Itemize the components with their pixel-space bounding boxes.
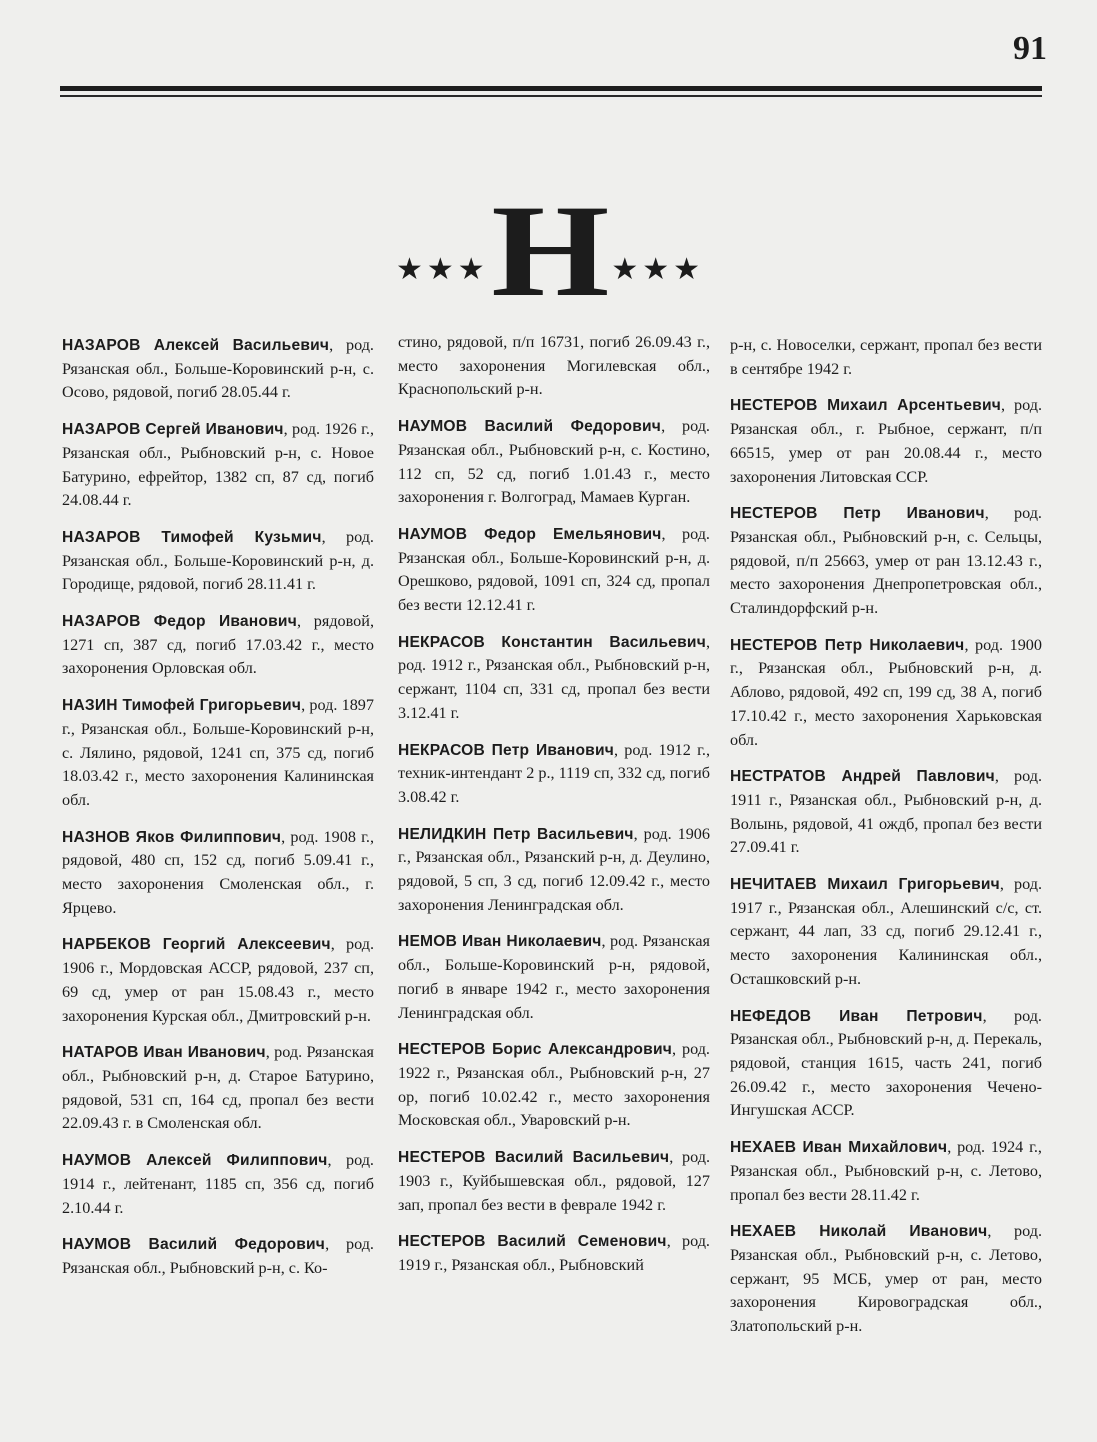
entry — [398, 1146, 710, 1217]
entry-name: НЕКРАСОВ Петр Иванович — [398, 741, 615, 759]
entry-text: р-н, с. Новоселки, сержант, пропал без вести в сентябре 1942 г. — [730, 336, 1042, 378]
entry-name: НАУМОВ Федор Емельянович — [398, 525, 662, 543]
entry-name: НЕСТРАТОВ Андрей Павлович — [730, 768, 995, 786]
entry-text: , род. Рязанская обл., Рыбновский р-н, д. Старое Батурино, рядовой, 531 сп, 164 сд, пропал без вести 22.09.43 г. в Смоленская обл. — [62, 1043, 374, 1133]
stars-left-ornament: ★★★ — [395, 252, 489, 286]
entry-text: , род. 1912 г., техник-интендант 2 р., 1119 сп, 332 сд, погиб 3.08.42 г. — [398, 740, 710, 806]
entry-name: НЕХАЕВ Николай Иванович — [730, 1223, 988, 1241]
entry-text: , рядовой, 1271 сп, 387 сд, погиб 17.03.42 г., место захоронения Орловская обл. — [62, 612, 374, 678]
entry — [398, 1038, 710, 1133]
entry-text: , род. Рязанская обл., Рыбновский р-н, д. Перекаль, рядовой, станция 1615, часть 241, погиб 26.09.42 г., место захоронения Чечено-Ингушская АССР. — [730, 1006, 1042, 1120]
entry-text: , род. Рязанская обл., Рыбновский р-н, с. Ко- — [62, 1235, 374, 1277]
entry-name: НАУМОВ Василий Федорович — [62, 1236, 326, 1254]
entry-name: НАТАРОВ Иван Иванович — [62, 1044, 266, 1062]
entry-name: НАЗИН Тимофей Григорьевич — [62, 697, 302, 715]
entry-text: , род. 1903 г., Куйбышевская обл., рядовой, 127 зап, пропал без вести в феврале 1942 г. — [398, 1148, 710, 1214]
entry — [62, 1149, 374, 1220]
text-column-1 — [62, 334, 374, 1294]
entry — [62, 418, 374, 513]
entry-text: , род. Рязанская обл., Больше-Коровинский р-н, д. Городище, рядовой, погиб 28.11.41 г. — [62, 527, 374, 594]
page-number: 91 — [1013, 30, 1047, 67]
entry-name: НЕСТЕРОВ Борис Александрович — [398, 1041, 672, 1059]
entry-text: , род. 1906 г., Мордовская АССР, рядовой, 237 сп, 69 сд, умер от ран 15.08.43 г., место захоронения Курская обл., Дмитровский р-н. — [62, 935, 374, 1025]
entry-name: НЕФЕДОВ Иван Петрович — [730, 1007, 983, 1025]
entry-name: НЕСТЕРОВ Петр Николаевич — [730, 636, 965, 654]
entry-text: , род. 1897 г., Рязанская обл., Больше-Коровинский р-н, с. Лялино, рядовой, 1241 сп, 375 сд, погиб 18.03.42 г., место захоронения Калининская обл. — [62, 696, 374, 809]
entry — [730, 1005, 1042, 1124]
entry — [398, 631, 710, 726]
entry-name: НЕСТЕРОВ Михаил Арсентьевич — [730, 397, 1001, 415]
entry-name: НАУМОВ Василий Федорович — [398, 418, 662, 436]
entry-text: , род. 1926 г., Рязанская обл., Рыбновский р-н, с. Новое Батурино, ефрейтор, 1382 сп, 87 сд, погиб 24.08.44 г. — [62, 420, 374, 510]
entry-text: , род. Рязанская обл., Больше-Коровинский р-н, с. Осово, рядовой, погиб 28.05.44 г. — [62, 336, 374, 402]
entry — [62, 694, 374, 813]
entry-text: , род. Рязанская обл., Рыбновский р-н, с. Костино, 112 сп, 52 сд, погиб 1.01.43 г., место захоронения г. Волгоград, Мамаев Курган. — [398, 417, 710, 507]
entry-name: НЕЧИТАЕВ Михаил Григорьевич — [730, 876, 1000, 894]
entry-name: НЕКРАСОВ Константин Васильевич — [398, 633, 706, 651]
entry-name: НЕЛИДКИН Петр Васильевич — [398, 825, 634, 843]
stars-right-ornament: ★★★ — [611, 252, 705, 286]
entry-text: , род. 1919 г., Рязанская обл., Рыбновский — [398, 1232, 710, 1274]
entry — [730, 1220, 1042, 1339]
entry-name: НАРБЕКОВ Георгий Алексеевич — [62, 936, 331, 954]
entry-text: , род. 1914 г., лейтенант, 1185 сп, 356 сд, погиб 2.10.44 г. — [62, 1151, 374, 1217]
entry — [62, 334, 374, 405]
text-column-3 — [730, 334, 1042, 1352]
entry-text: , род. 1908 г., рядовой, 480 сп, 152 сд, погиб 5.09.41 г., место захоронения Смоленская обл., г. Ярцево. — [62, 827, 374, 917]
entry-name: НАЗАРОВ Сергей Иванович — [62, 421, 284, 439]
section-letter: Н — [490, 177, 610, 324]
entry-text: , род. 1922 г., Рязанская обл., Рыбновский р-н, 27 ор, погиб 10.02.42 г., место захоронения Московская обл., Уваровский р-н. — [398, 1040, 710, 1130]
entry — [730, 765, 1042, 860]
entry-text: , род. Рязанская обл., г. Рыбное, сержант, п/п 66515, умер от ран 20.08.44 г., место захоронения Литовская ССР. — [730, 396, 1042, 486]
entry — [398, 1230, 710, 1277]
entry-text: , род. 1912 г., Рязанская обл., Рыбновский р-н, сержант, 1104 сп, 331 сд, пропал без вести 3.12.41 г. — [398, 632, 710, 722]
entry — [730, 502, 1042, 621]
entry-name: НАЗАРОВ Алексей Васильевич — [62, 337, 330, 354]
entry — [730, 634, 1042, 753]
entry-name: НЕХАЕВ Иван Михайлович — [730, 1139, 948, 1157]
entry-name: НЕСТЕРОВ Петр Иванович — [730, 505, 985, 523]
entry-text: , род. 1906 г., Рязанская обл., Рязанский р-н, д. Деулино, рядовой, 5 сп, 3 сд, погиб 12.09.42 г., место захоронения Ленинградская обл. — [398, 824, 710, 914]
entry — [398, 331, 710, 402]
entry-text: стино, рядовой, п/п 16731, погиб 26.09.43 г., место захоронения Могилевская обл., Краснопольский р-н. — [398, 333, 710, 399]
entry-name: НЕСТЕРОВ Василий Васильевич — [398, 1149, 670, 1167]
entry-text: , род. Рязанская обл., Больше-Коровинский р-н, д. Орешково, рядовой, 1091 сп, 324 сд, пропал без вести 12.12.41 г. — [398, 524, 710, 615]
entry-text: , род. 1917 г., Рязанская обл., Алешинский с/с, ст. сержант, 44 лап, 33 сд, погиб 29.12.41 г., место захоронения Калининская обл., Осташковский р-н. — [730, 875, 1042, 988]
entry — [730, 1136, 1042, 1207]
entry — [398, 523, 710, 618]
entry-text: , род. 1911 г., Рязанская обл., Рыбновский р-н, д. Волынь, рядовой, 41 ождб, пропал без вести 27.09.41 г. — [730, 767, 1042, 857]
entry-text: , род. Рязанская обл., Рыбновский р-н, с. Летово, сержант, 95 МСБ, умер от ран, место захоронения Кировоградская обл., Златопольский р-н. — [730, 1222, 1042, 1336]
entry-text: , род. 1900 г., Рязанская обл., Рыбновский р-н, д. Аблово, рядовой, 492 сп, 199 сд, 38 А, погиб 17.10.42 г., место захоронения Харьковская обл. — [730, 635, 1042, 749]
entry — [62, 610, 374, 681]
header-rule-thin — [60, 95, 1042, 97]
entry — [398, 823, 710, 918]
entry-name: НЕСТЕРОВ Василий Семенович — [398, 1233, 667, 1251]
entry-name: НЕМОВ Иван Николаевич — [398, 933, 602, 951]
header-rule-thick — [60, 86, 1042, 91]
entry — [62, 526, 374, 597]
entry — [62, 933, 374, 1028]
entry-name: НАУМОВ Алексей Филиппович — [62, 1152, 328, 1170]
entry-name: НАЗАРОВ Тимофей Кузьмич — [62, 528, 322, 546]
entry — [398, 739, 710, 810]
entry — [62, 1041, 374, 1136]
section-header — [390, 177, 710, 324]
entry — [62, 826, 374, 921]
entry-name: НАЗНОВ Яков Филиппович — [62, 828, 282, 846]
entry — [730, 394, 1042, 489]
entry — [62, 1233, 374, 1280]
entry — [730, 873, 1042, 992]
text-column-2 — [398, 331, 710, 1291]
entry-text: , род. Рязанская обл., Больше-Коровинский р-н, рядовой, погиб в январе 1942 г., место захоронения Ленинградская обл. — [398, 932, 710, 1022]
entry — [398, 415, 710, 510]
entry-text: , род. Рязанская обл., Рыбновский р-н, с. Сельцы, рядовой, п/п 25663, умер от ран 13.12.43 г., место захоронения Днепропетровская обл., Сталиндорфский р-н. — [730, 504, 1042, 618]
entry — [398, 930, 710, 1025]
entry — [730, 334, 1042, 381]
entry-text: , род. 1924 г., Рязанская обл., Рыбновский р-н, с. Летово, пропал без вести 28.11.42 г. — [730, 1138, 1042, 1204]
entry-name: НАЗАРОВ Федор Иванович — [62, 613, 297, 631]
